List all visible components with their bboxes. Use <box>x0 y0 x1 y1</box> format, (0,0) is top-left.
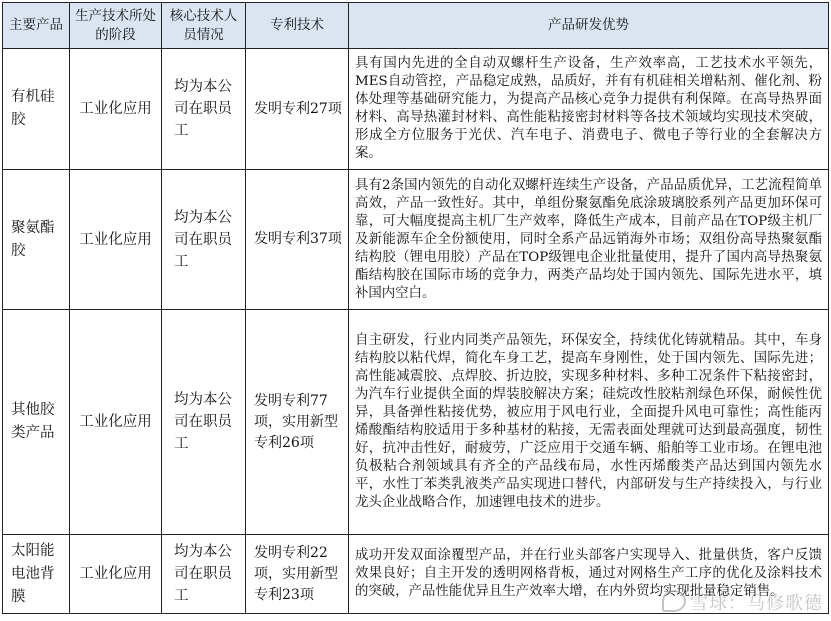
production-stage: 工业化应用 <box>70 170 162 310</box>
core-staff: 均为本公司在职员工 <box>162 49 246 170</box>
product-table <box>2 2 829 614</box>
header-staff: 核心技术人员情况 <box>162 3 246 49</box>
patent-count: 发明专利77项，实用新型专利26项 <box>246 310 349 535</box>
watermark-text: 雪球：马修歌德 <box>690 593 823 614</box>
core-staff: 均为本公司在职员工 <box>162 310 246 535</box>
product-name: 太阳能电池背膜 <box>3 535 70 614</box>
table-row <box>3 310 829 535</box>
rd-advantage: 成功开发双面涂覆型产品，并在行业头部客户实现导入、批量供货，客户反馈效果良好；自主开发的透明网格背板，通过对网格生产工序的优化及涂料技术的突破，产品性能优异且生产效率大增，在内外贸均实现批量稳定销售。 <box>349 535 829 614</box>
core-staff: 均为本公司在职员工 <box>162 535 246 614</box>
header-row <box>3 3 829 49</box>
production-stage: 工业化应用 <box>70 49 162 170</box>
watermark <box>662 589 823 615</box>
table-row <box>3 49 829 170</box>
production-stage: 工业化应用 <box>70 310 162 535</box>
table-row <box>3 170 829 310</box>
product-name: 其他胶类产品 <box>3 310 70 535</box>
core-staff: 均为本公司在职员工 <box>162 170 246 310</box>
product-name: 聚氨酯胶 <box>3 170 70 310</box>
snowball-logo-icon <box>662 590 686 612</box>
header-advantage: 产品研发优势 <box>349 3 829 49</box>
production-stage: 工业化应用 <box>70 535 162 614</box>
rd-advantage: 具有2条国内领先的自动化双螺杆连续生产设备，产品品质优异，工艺流程简单高效，产品一致性好。其中，单组份聚氨酯免底涂玻璃胶系列产品更加环保可靠，可大幅度提高主机厂生产效率，降低生产成本，目前产品在TOP级主机厂及新能源车企全份额使用，同时全系产品远销海外市场；双组份高导热聚氨酯结构胶（锂电用胶）产品在TOP级锂电企业批量使用，提升了国内高导热聚氨酯结构胶在国际市场的竞争力，两类产品均处于国内领先、国际先进水平，填补国内空白。 <box>349 170 829 310</box>
header-patent: 专利技术 <box>246 3 349 49</box>
rd-advantage: 具有国内先进的全自动双螺杆生产设备，生产效率高，工艺技术水平领先，MES自动管控，产品稳定成熟，品质好，并有有机硅相关增粘剂、催化剂、粉体处理等基础研究能力，为提高产品核心竞争力提供有利保障。在高导热界面材料、高导热灌封材料、高性能粘接密封材料等各技术领域均实现技术突破，形成全方位服务于光伏、汽车电子、消费电子、微电子等行业的全套解决方案。 <box>349 49 829 170</box>
patent-count: 发明专利22项，实用新型专利23项 <box>246 535 349 614</box>
patent-count: 发明专利37项 <box>246 170 349 310</box>
header-stage: 生产技术所处的阶段 <box>70 3 162 49</box>
header-product: 主要产品 <box>3 3 70 49</box>
rd-advantage: 自主研发，行业内同类产品领先，环保安全，持续优化铸就精品。其中，车身结构胶以粘代焊，简化车身工艺，提高车身刚性，处于国内领先、国际先进；高性能减震胶、点焊胶、折边胶，实现多种材料、多种工况条件下粘接密封，为汽车行业提供全面的焊装胶解决方案；硅烷改性胶粘剂绿色环保，耐候性优异，具备弹性粘接优势，被应用于风电行业，全面提升风电可靠性；高性能丙烯酸酯结构胶适用于多种基材的粘接，无需表面处理就可达到最高强度，韧性好，抗冲击性好，耐疲劳，广泛应用于交通车辆、船舶等工业市场。在锂电池负极粘合剂领域具有齐全的产品线布局，水性丙烯酸类产品达到国内领先水平，水性丁苯类乳液类产品实现进口替代，内部研发与生产持续投入，与行业龙头企业战略合作，加速锂电技术的进步。 <box>349 310 829 535</box>
product-name: 有机硅胶 <box>3 49 70 170</box>
patent-count: 发明专利27项 <box>246 49 349 170</box>
